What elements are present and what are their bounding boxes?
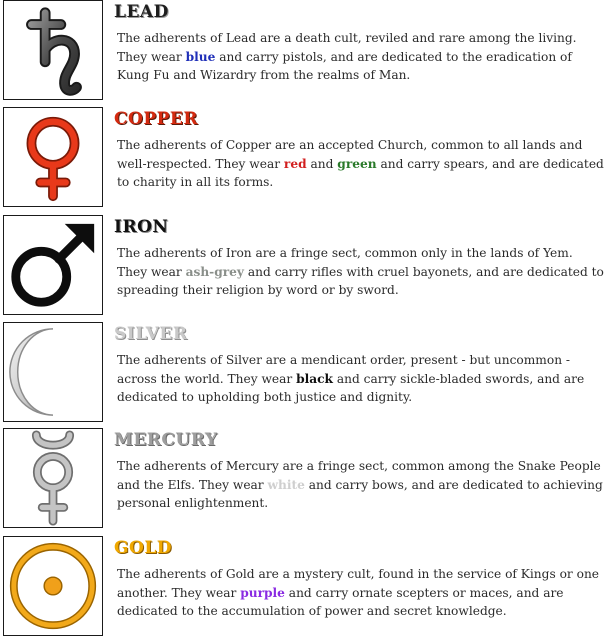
- entry-copper: [0, 107, 612, 213]
- color-word: purple: [240, 585, 285, 600]
- entry-iron: [0, 215, 612, 321]
- color-word: white: [267, 477, 305, 492]
- entry-mercury: [0, 428, 612, 534]
- entry-description: The adherents of Mercury are a fringe sect, common among the Snake People and the Elfs. They wear white and carry bows, and are dedicated to achieving personal enlightenment.: [117, 459, 603, 511]
- entry-description: The adherents of Iron are a fringe sect, common only in the lands of Yem. They wear ash-grey and carry rifles with cruel bayonets, and are dedicated to spreading their religion by word or by sword.: [117, 246, 604, 298]
- entry-title: LEAD: [114, 2, 169, 22]
- entry-description: The adherents of Gold are a mystery cult, found in the service of Kings or one another. They wear purple and carry ornate scepters or maces, and are dedicated to the accumulation of power and secret knowledge.: [117, 567, 600, 619]
- entry-title: COPPER: [114, 109, 198, 129]
- mars-symbol-icon: [3, 215, 103, 315]
- entry-lead: [0, 0, 612, 106]
- color-word: green: [337, 156, 377, 171]
- entry-title: GOLD: [114, 538, 173, 558]
- entry-title: IRON: [114, 217, 169, 237]
- mercury-symbol-icon: [3, 428, 103, 528]
- entry-gold: [0, 536, 612, 642]
- venus-symbol-icon: [3, 107, 103, 207]
- entry-description: The adherents of Copper are an accepted Church, common to all lands and well-respected. They wear red and green and carry spears, and are dedicated to charity in all its forms.: [117, 138, 604, 190]
- color-word: black: [296, 371, 333, 386]
- color-word: ash-grey: [185, 264, 245, 279]
- entry-description: The adherents of Silver are a mendicant order, present - but uncommon - across the world. They wear black and carry sickle-bladed swords, and are dedicated to upholding both justice and dignity.: [117, 353, 585, 405]
- color-word: blue: [185, 49, 216, 64]
- moon-symbol-icon: [3, 322, 103, 422]
- sun-symbol-icon: [3, 536, 103, 636]
- color-word: red: [283, 156, 307, 171]
- entry-silver: [0, 322, 612, 428]
- entry-title: SILVER: [114, 324, 188, 344]
- entry-description: The adherents of Lead are a death cult, reviled and rare among the living. They wear blue and carry pistols, and are dedicated to the eradication of Kung Fu and Wizardry from the realms of Man.: [117, 31, 577, 83]
- entry-title: MERCURY: [114, 430, 218, 450]
- saturn-symbol-icon: [3, 0, 103, 100]
